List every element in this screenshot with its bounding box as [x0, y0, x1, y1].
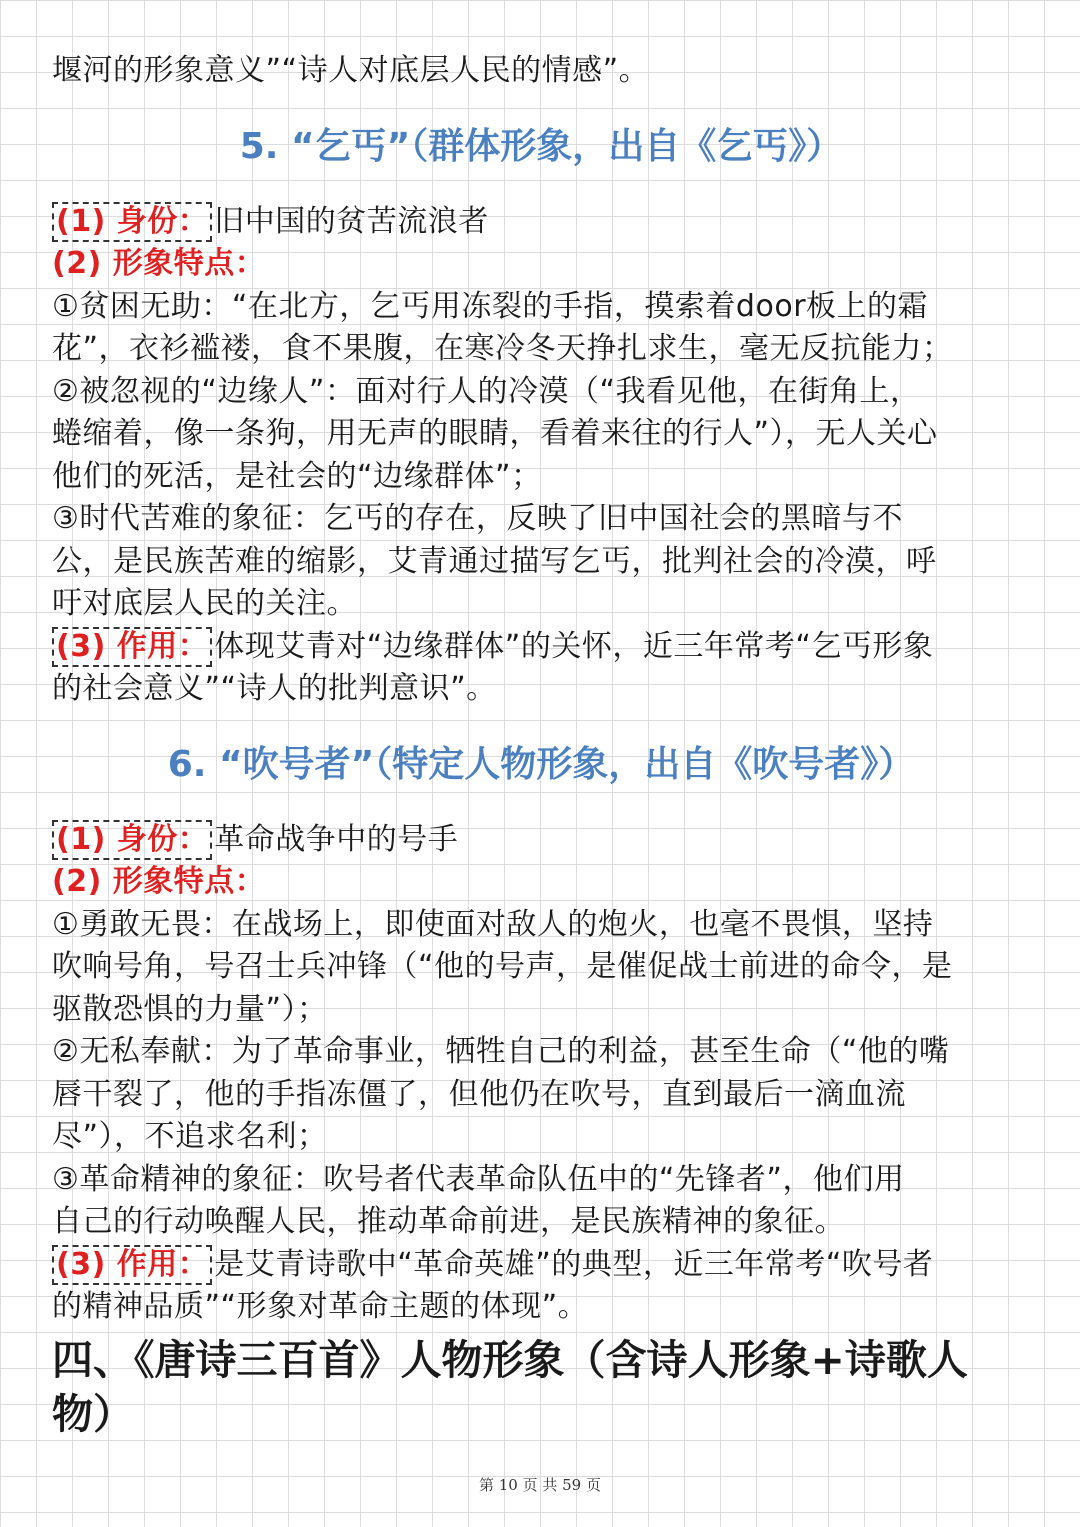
trait-line: 唇干裂了，他的手指冻僵了，但他仍在吹号，直到最后一滴血流: [52, 1076, 906, 1112]
identity-label: (1) 身份：: [52, 820, 212, 860]
section-heading: 6. “吹号者”（特定人物形象，出自《吹号者》）: [167, 743, 915, 785]
trait-line: 自己的行动唤醒人民，推动革命前进，是民族精神的象征。: [52, 1204, 845, 1239]
trait-line: 吹响号角，号召士兵冲锋（“他的号声，是催促战士前进的命令，是: [52, 949, 953, 984]
chapter-heading-line: 物）: [52, 1389, 134, 1438]
chapter-heading-line: 四、《唐诗三百首》人物形象（含诗人形象+诗歌人: [52, 1335, 968, 1384]
traits-label: (2) 形象特点：: [52, 246, 266, 281]
section-beggar: [52, 93, 1030, 711]
page-footer: 第 10 页 共 59 页: [478, 1476, 601, 1494]
trait-line: 尽”），不追求名利；: [52, 1119, 328, 1154]
trait-line: ②无私奉献：为了革命事业，牺牲自己的利益，甚至生命（“他的嘴: [52, 1034, 950, 1069]
trait-line: 吁对底层人民的关注。: [52, 586, 357, 621]
chapter-heading: [52, 1333, 1030, 1441]
trait-line: ③革命精神的象征：吹号者代表革命队伍中的“先锋者”，他们用: [52, 1161, 905, 1197]
effect-label: (3) 作用：: [52, 1245, 212, 1285]
trait-line: 公，是民族苦难的缩影，艾青通过描写乞丐，批判社会的冷漠，呼: [52, 543, 937, 579]
identity-text: 旧中国的贫苦流浪者: [214, 203, 489, 239]
effect-label: (3) 作用：: [52, 627, 212, 667]
section-heading: 5. “乞丐”（群体形象，出自《乞丐》）: [239, 125, 843, 167]
section-bugler: [52, 711, 1030, 1329]
identity-line: [52, 201, 1030, 244]
trait-line: ②被忽视的“边缘人”：面对行人的冷漠（“我看见他，在街角上，: [52, 373, 921, 409]
intro-line: 堰河的形象意义”“诗人对底层人民的情感”。: [52, 53, 650, 88]
identity-label: (1) 身份：: [52, 202, 212, 242]
trait-line: ①勇敢无畏：在战场上，即使面对敌人的炮火，也毫不畏惧，坚持: [52, 906, 934, 942]
document-page: [52, 50, 1030, 1441]
trait-line: 他们的死活，是社会的“边缘群体”；: [52, 458, 542, 494]
identity-text: 革命战争中的号手: [214, 821, 459, 857]
trait-line: 花”，衣衫褴褛，食不果腹，在寒冷冬天挣扎求生，毫无反抗能力；: [52, 331, 953, 366]
trait-line: ①贫困无助：“在北方，乞丐用冻裂的手指，摸索着door板上的霜: [52, 288, 929, 324]
trait-line: 蜷缩着，像一条狗，用无声的眼睛，看着来往的行人”），无人关心: [52, 416, 938, 451]
identity-line: [52, 819, 1030, 862]
effect-continuation: 的精神品质”“形象对革命主题的体现”。: [52, 1289, 589, 1324]
trait-line: 驱散恐惧的力量”）；: [52, 991, 328, 1027]
traits-label: (2) 形象特点：: [52, 864, 266, 899]
effect-text: 是艾青诗歌中“革命英雄”的典型，近三年常考“吹号者: [214, 1246, 934, 1282]
effect-continuation: 的社会意义”“诗人的批判意识”。: [52, 671, 497, 706]
trait-line: ③时代苦难的象征：乞丐的存在，反映了旧中国社会的黑暗与不: [52, 501, 903, 536]
effect-line: [52, 626, 1030, 669]
effect-line: [52, 1244, 1030, 1287]
effect-text: 体现艾青对“边缘群体”的关怀，近三年常考“乞丐形象: [214, 628, 934, 664]
